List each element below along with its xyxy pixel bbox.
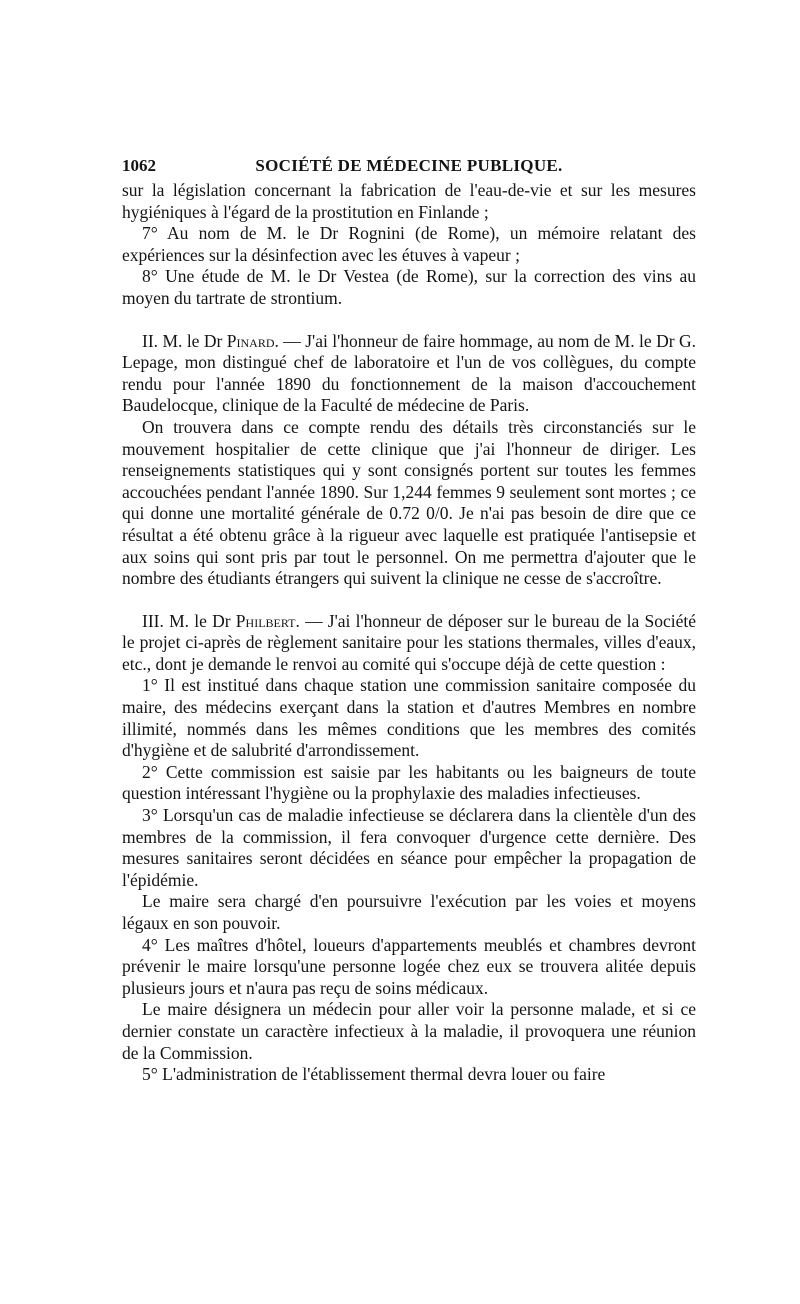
paragraph-legislation-finlande [122, 180, 696, 223]
paragraph-text: sur la législation concernant la fabrication de l'eau-de-vie et sur les mesures hygiéniques à l'égard de la prostitution en Finlande ; [122, 180, 696, 222]
paragraph-article-4 [122, 935, 696, 1000]
paragraph-text: 4° Les maîtres d'hôtel, loueurs d'appartements meublés et chambres devront prévenir le maire lorsqu'une personne logée chez eux se trouvera alitée depuis plusieurs jours et n'aura pas reçu de soins médicaux. [122, 934, 696, 998]
paragraph-text: 2° Cette commission est saisie par les habitants ou les baigneurs de toute question intéressant l'hygiène ou la prophylaxie des maladies infectieuses. [122, 761, 696, 804]
paragraph-item-8 [122, 266, 696, 309]
running-title: SOCIÉTÉ DE MÉDECINE PUBLIQUE. [255, 156, 563, 175]
page-number: 1062 [122, 156, 156, 175]
paragraph-text: On trouvera dans ce compte rendu des détails très circonstanciés sur le mouvement hospitalier de cette clinique que j'ai l'honneur de diriger. Les renseignements statistiques qui y sont consignés portent sur toutes les femmes accouchées pendant l'année 1890. Sur 1,244 femmes 9 seulement sont mortes ; ce qui donne une mortalité générale de 0.72 0/0. Je n'ai pas besoin de dire que ce résultat a été obtenu grâce à la rigueur avec laquelle est pratiquée l'antisepsie et aux soins qui sont pris par tout le personnel. On me permettra d'ajouter que le nombre des étudiants étrangers qui suivent la clinique ne cesse de s'accroître. [122, 416, 696, 589]
paragraph-article-5 [122, 1064, 696, 1086]
paragraph-text: . — J'ai l'honneur de faire hommage, au nom de M. le Dr G. Lepage, mon distingué chef de laboratoire et l'un de vos collègues, du compte rendu pour l'année 1890 du fonctionnement de la maison d'accouchement Baudelocque, clinique de la Faculté de médecine de Paris. [122, 330, 696, 416]
paragraph-text: 1° Il est institué dans chaque station une commission sanitaire composée du maire, des médecins exerçant dans la station et d'autres Membres en nombre illimité, nommés dans les mêmes conditions que les membres des comités d'hygiène et de salubrité d'arrondissement. [122, 675, 696, 761]
paragraph-compte-rendu [122, 417, 696, 590]
paragraph-article-1 [122, 675, 696, 761]
paragraph-philbert [122, 611, 696, 676]
paragraph-article-3 [122, 805, 696, 891]
paragraph-text: 3° Lorsqu'un cas de maladie infectieuse se déclarera dans la clientèle d'un des membres de la commission, il fera convoquer d'urgence cette dernière. Des mesures sanitaires seront décidées en séance pour empêcher la propagation de l'épidémie. [122, 805, 696, 890]
body-text [122, 180, 696, 1086]
paragraph-lead: II. M. le Dr [142, 330, 227, 351]
speaker-name: Philbert [235, 610, 296, 631]
running-header [122, 154, 696, 178]
section-gap [122, 310, 696, 331]
section-gap [122, 590, 696, 611]
paragraph-text: 7° Au nom de M. le Dr Rognini (de Rome), un mémoire relatant des expériences sur la désinfection avec les étuves à vapeur ; [122, 223, 696, 265]
page [122, 154, 696, 1086]
paragraph-text: 8° Une étude de M. le Dr Vestea (de Rome), sur la correction des vins au moyen du tartrate de strontium. [122, 266, 696, 308]
paragraph-text: . — J'ai l'honneur de déposer sur le bureau de la Société le projet ci-après de règlement sanitaire pour les stations thermales, villes d'eaux, etc., dont je demande le renvoi au comité qui s'occupe déjà de cette question : [122, 610, 697, 674]
paragraph-pinard [122, 331, 696, 417]
paragraph-text: Le maire désignera un médecin pour aller voir la personne malade, et si ce dernier constate un caractère infectieux à la maladie, il provoquera une réunion de la Commission. [122, 999, 696, 1063]
paragraph-article-2 [122, 762, 696, 805]
paragraph-item-7 [122, 223, 696, 266]
paragraph-lead: III. M. le Dr [142, 610, 236, 631]
speaker-name: Pinard [226, 330, 275, 351]
paragraph-maire-medecin [122, 999, 696, 1064]
paragraph-text: Le maire sera chargé d'en poursuivre l'exécution par les voies et moyens légaux en son pouvoir. [122, 891, 696, 933]
paragraph-text: 5° L'administration de l'établissement thermal devra louer ou faire [142, 1064, 606, 1085]
paragraph-maire-execution [122, 891, 696, 934]
